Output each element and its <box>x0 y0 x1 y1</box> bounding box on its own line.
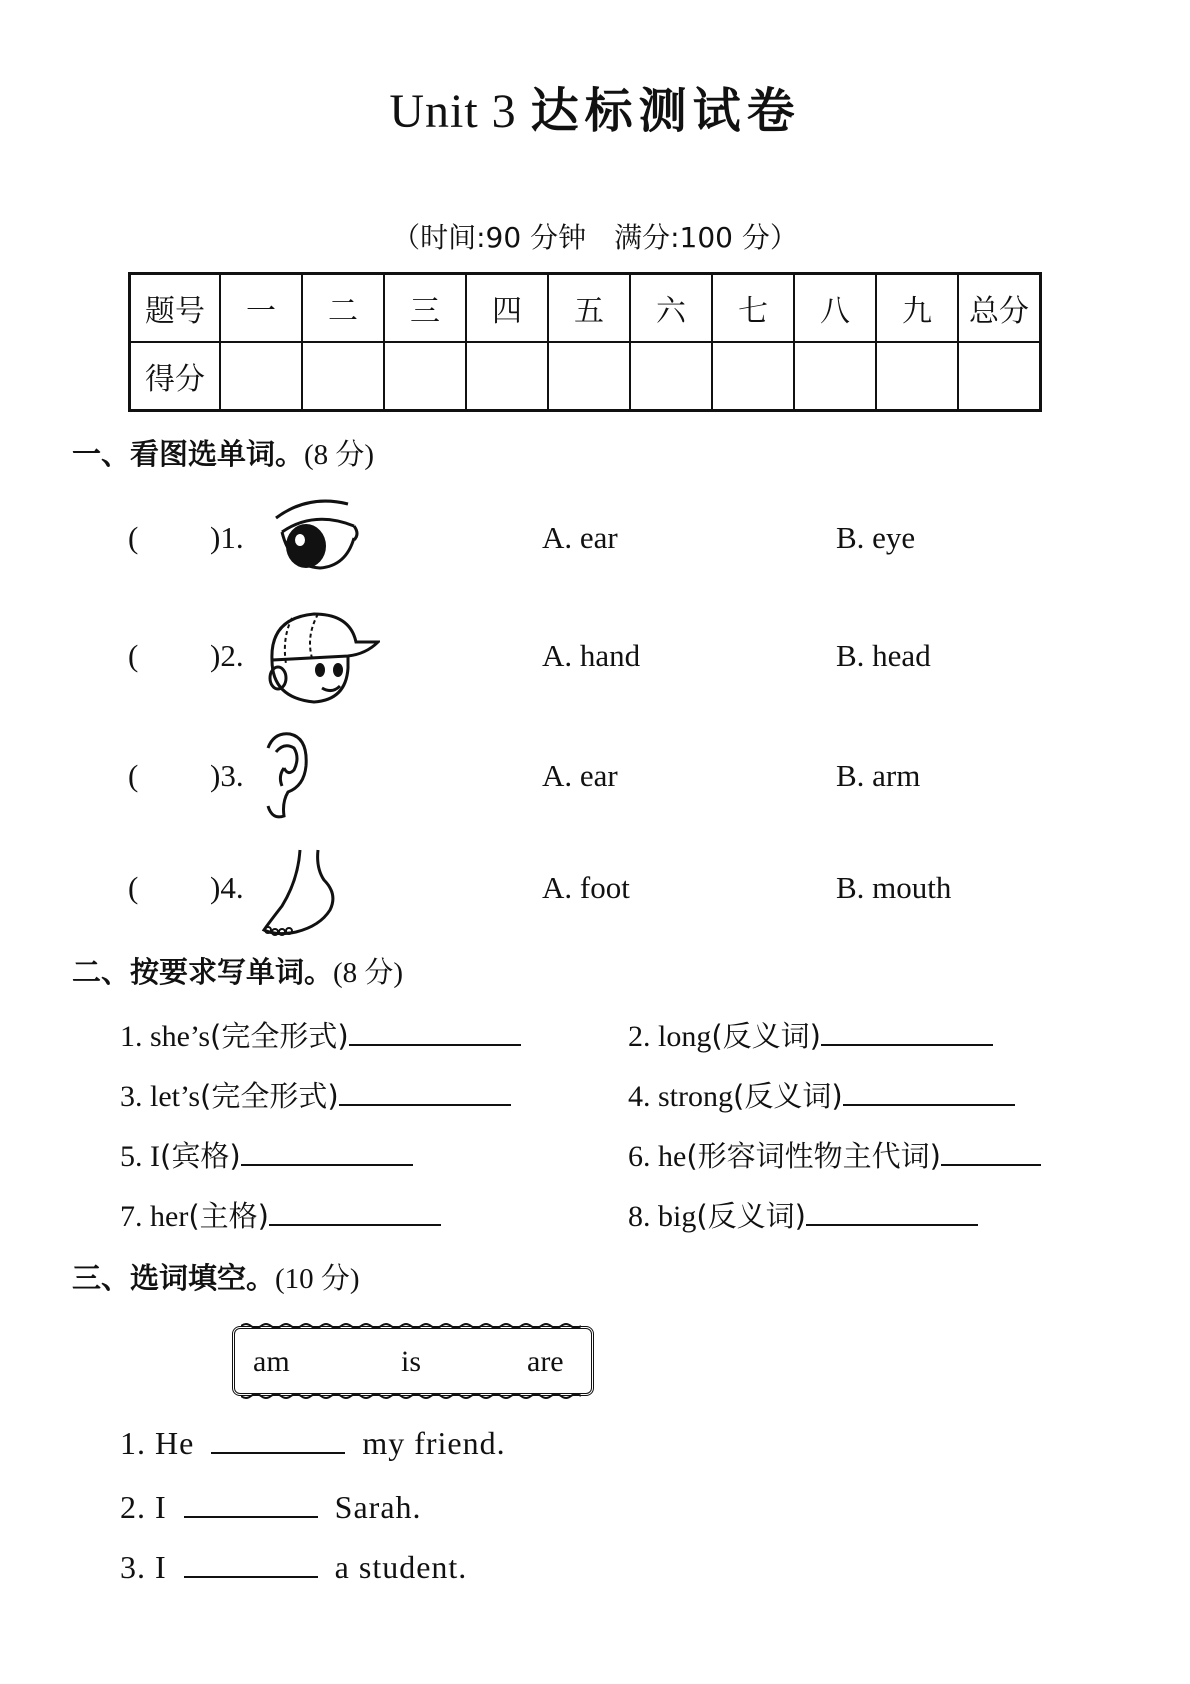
answer-blank[interactable] <box>941 1136 1041 1166</box>
title-cn: 达标测试卷 <box>530 83 801 139</box>
answer-paren[interactable]: ( <box>128 638 139 673</box>
header-cell: 二 <box>302 274 384 343</box>
section3-heading <box>72 1256 360 1297</box>
sentence-end: a student. <box>334 1549 468 1585</box>
option-b[interactable]: B. eye <box>836 520 916 555</box>
page-title <box>0 72 1190 141</box>
answer-blank[interactable] <box>349 1016 521 1046</box>
answer-blank[interactable] <box>339 1076 511 1106</box>
word-prompt: 3. let’s <box>120 1080 200 1113</box>
score-cell[interactable] <box>630 342 712 411</box>
write-item <box>120 1194 441 1235</box>
rope-border-icon <box>241 1322 581 1330</box>
word-bank-item: is <box>401 1345 422 1378</box>
option-a[interactable]: A. hand <box>542 638 641 673</box>
answer-blank[interactable] <box>806 1196 978 1226</box>
word-prompt: 4. strong <box>628 1080 733 1113</box>
section3-title: 三、选词填空。 <box>72 1261 276 1295</box>
write-item <box>628 1074 1015 1115</box>
word-bank-item: are <box>527 1345 564 1378</box>
fill-item <box>120 1548 467 1586</box>
write-item <box>120 1014 521 1055</box>
section1-heading <box>72 432 374 473</box>
answer-paren[interactable]: ( <box>128 870 139 905</box>
option-a[interactable]: A. ear <box>542 758 618 793</box>
sentence-start: 2. I <box>120 1489 167 1525</box>
word-requirement: (反义词) <box>733 1079 843 1113</box>
answer-paren[interactable]: ( <box>128 758 139 793</box>
score-table <box>128 272 1042 412</box>
header-cell: 九 <box>876 274 958 343</box>
time-info: （时间:90 分钟 满分:100 分） <box>392 221 798 254</box>
eye-picture-icon <box>268 496 368 576</box>
option-a[interactable]: A. foot <box>542 870 630 905</box>
question-number: )4. <box>210 870 244 905</box>
write-item <box>628 1194 978 1235</box>
header-cell: 七 <box>712 274 794 343</box>
sentence-end: Sarah. <box>334 1489 422 1525</box>
section3-score: (10 分) <box>275 1263 360 1295</box>
write-item <box>628 1014 993 1055</box>
word-prompt: 1. she’s <box>120 1020 210 1053</box>
header-cell: 一 <box>220 274 302 343</box>
header-cell: 八 <box>794 274 876 343</box>
sentence-end: my friend. <box>362 1425 506 1461</box>
score-cell[interactable] <box>876 342 958 411</box>
score-cell[interactable] <box>384 342 466 411</box>
question-number: )1. <box>210 520 244 555</box>
rope-border-icon <box>241 1392 581 1400</box>
header-cell: 三 <box>384 274 466 343</box>
sentence-start: 1. He <box>120 1425 195 1461</box>
answer-blank[interactable] <box>821 1016 993 1046</box>
head-picture-icon <box>262 608 380 706</box>
score-cell[interactable] <box>548 342 630 411</box>
answer-paren[interactable]: ( <box>128 520 139 555</box>
section2-score: (8 分) <box>333 957 404 989</box>
foot-picture-icon <box>256 846 342 938</box>
word-prompt: 6. he <box>628 1140 687 1173</box>
header-cell: 四 <box>466 274 548 343</box>
score-cell[interactable] <box>220 342 302 411</box>
score-cell[interactable] <box>794 342 876 411</box>
section1-title: 一、看图选单词。 <box>72 437 305 471</box>
ear-picture-icon <box>254 730 312 822</box>
word-requirement: (形容词性物主代词) <box>686 1139 941 1173</box>
word-bank-box <box>232 1326 594 1396</box>
header-cell: 总分 <box>958 274 1041 343</box>
option-a[interactable]: A. ear <box>542 520 618 555</box>
word-requirement: (完全形式) <box>210 1019 349 1053</box>
title-en: Unit 3 <box>389 85 517 138</box>
score-cell[interactable] <box>302 342 384 411</box>
score-table-score-row <box>130 342 1041 411</box>
word-requirement: (完全形式) <box>200 1079 339 1113</box>
word-requirement: (反义词) <box>696 1199 806 1233</box>
fill-item <box>120 1488 422 1526</box>
option-b[interactable]: B. mouth <box>836 870 952 905</box>
header-cell: 五 <box>548 274 630 343</box>
answer-blank[interactable] <box>184 1488 318 1518</box>
question-number: )2. <box>210 638 244 673</box>
word-requirement: (反义词) <box>711 1019 821 1053</box>
answer-blank[interactable] <box>843 1076 1015 1106</box>
header-cell: 六 <box>630 274 712 343</box>
write-item <box>120 1134 413 1175</box>
row-label: 得分 <box>130 342 221 411</box>
word-requirement: (主格) <box>188 1199 269 1233</box>
word-prompt: 5. I <box>120 1140 160 1173</box>
write-item <box>120 1074 511 1115</box>
header-cell: 题号 <box>130 274 221 343</box>
score-cell[interactable] <box>466 342 548 411</box>
answer-blank[interactable] <box>184 1548 318 1578</box>
score-cell[interactable] <box>712 342 794 411</box>
answer-blank[interactable] <box>211 1424 345 1454</box>
question-number: )3. <box>210 758 244 793</box>
sentence-start: 3. I <box>120 1549 167 1585</box>
word-prompt: 2. long <box>628 1020 712 1053</box>
section1-score: (8 分) <box>304 439 375 471</box>
word-bank-item: am <box>253 1345 290 1378</box>
section2-title: 二、按要求写单词。 <box>72 955 334 989</box>
option-b[interactable]: B. arm <box>836 758 921 793</box>
answer-blank[interactable] <box>241 1136 413 1166</box>
word-requirement: (宾格) <box>160 1139 241 1173</box>
score-cell[interactable] <box>958 342 1041 411</box>
word-prompt: 8. big <box>628 1200 697 1233</box>
word-prompt: 7. her <box>120 1200 189 1233</box>
fill-item <box>120 1424 506 1462</box>
answer-blank[interactable] <box>269 1196 441 1226</box>
section2-heading <box>72 950 403 991</box>
option-b[interactable]: B. head <box>836 638 931 673</box>
score-table-header-row <box>130 274 1041 343</box>
write-item <box>628 1134 1041 1175</box>
